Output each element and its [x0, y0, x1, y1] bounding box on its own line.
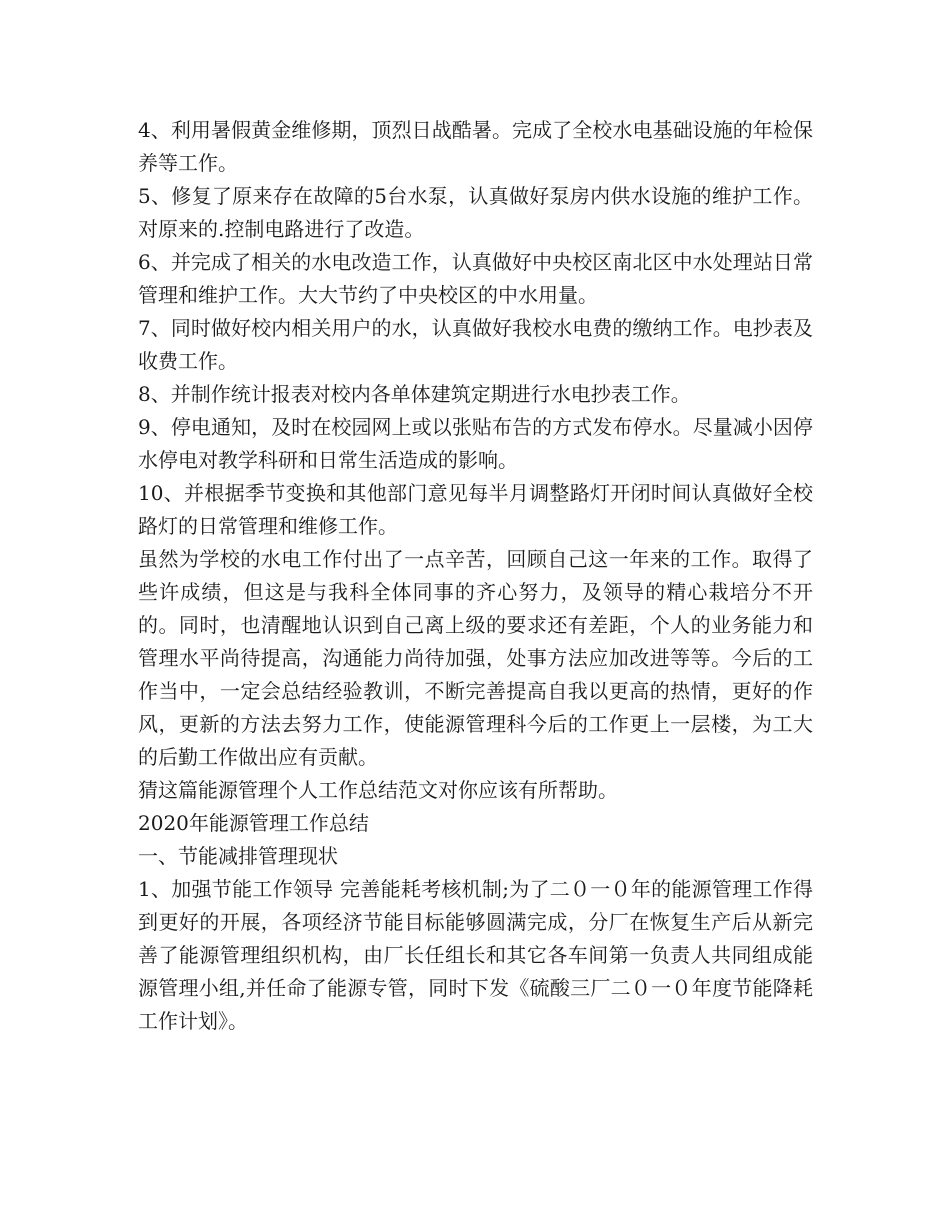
section-heading: 一、节能减排管理现状: [138, 844, 338, 868]
paragraph-item-4: 4、利用暑假黄金维修期，顶烈日战酷暑。完成了全校水电基础设施的年检保养等工作。: [138, 118, 813, 175]
paragraph-item-5: 5、修复了原来存在故障的5台水泵，认真做好泵房内供水设施的维护工作。对原来的.控制电路进行了改造。: [138, 184, 813, 241]
document-page: [138, 114, 813, 1038]
paragraph-point-1: 1、加强节能工作领导 完善能耗考核机制;为了二０一０年的能源管理工作得到更好的开展，各项经济节能目标能够圆满完成，分厂在恢复生产后从新完善了能源管理组织机构，由厂长任组长和其它各车间第一负责人共同组成能源管理小组,并任命了能源专管，同时下发《硫酸三厂二０一０年度节能降耗工作计划》。: [138, 877, 813, 1033]
paragraph-item-6: 6、并完成了相关的水电改造工作，认真做好中央校区南北区中水处理站日常管理和维护工作。大大节约了中央校区的中水用量。: [138, 250, 813, 307]
paragraph-item-7: 7、同时做好校内相关用户的水，认真做好我校水电费的缴纳工作。电抄表及收费工作。: [138, 316, 813, 373]
paragraph-item-8: 8、并制作统计报表对校内各单体建筑定期进行水电抄表工作。: [138, 382, 691, 406]
paragraph-item-9: 9、停电通知，及时在校园网上或以张贴布告的方式发布停水。尽量减小因停水停电对教学科研和日常生活造成的影响。: [138, 415, 813, 472]
paragraph-closing-note: 猜这篇能源管理个人工作总结范文对你应该有所帮助。: [138, 778, 618, 802]
paragraph-reflection: 虽然为学校的水电工作付出了一点辛苦，回顾自己这一年来的工作。取得了些许成绩，但这是与我科全体同事的齐心努力，及领导的精心栽培分不开的。同时，也清醒地认识到自己离上级的要求还有差距，个人的业务能力和管理水平尚待提高，沟通能力尚待加强，处事方法应加改进等等。今后的工作当中，一定会总结经验教训，不断完善提高自我以更高的热情，更好的作风，更新的方法去努力工作，使能源管理科今后的工作更上一层楼，为工大的后勤工作做出应有贡献。: [138, 547, 813, 769]
paragraph-item-10: 10、并根据季节变换和其他部门意见每半月调整路灯开闭时间认真做好全校路灯的日常管理和维修工作。: [138, 481, 813, 538]
section-title: 2020年能源管理工作总结: [138, 811, 369, 835]
